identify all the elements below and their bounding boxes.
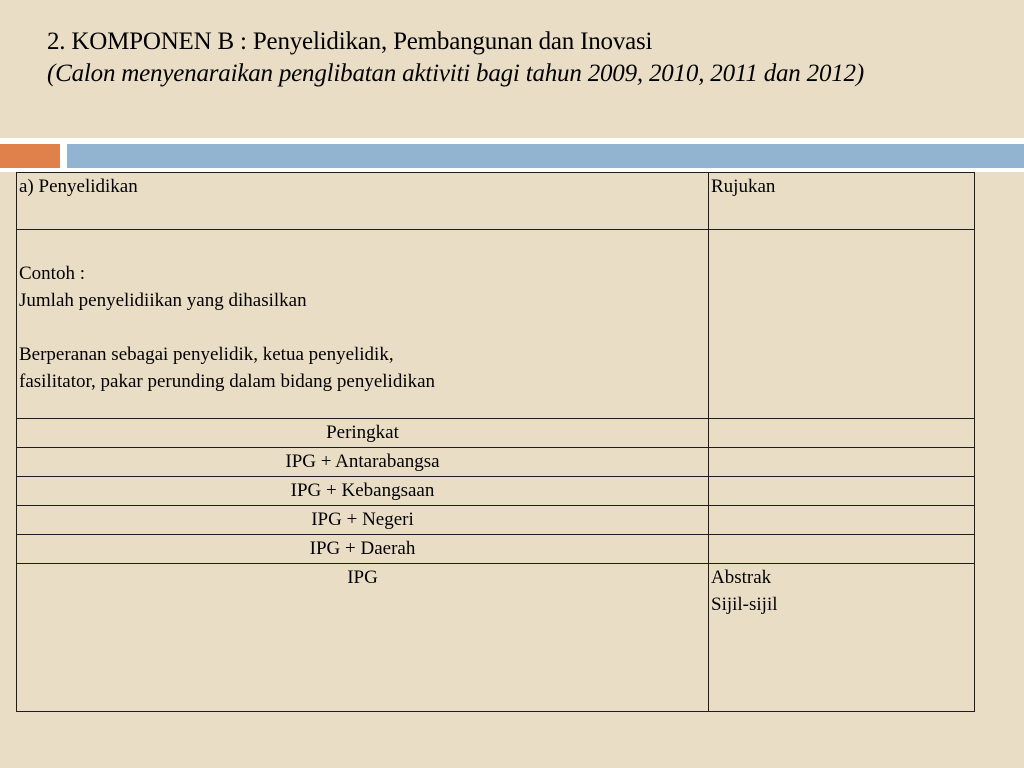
rujukan-cell: [709, 448, 975, 477]
table-row-ipg: [17, 564, 975, 712]
level-kebangsaan: IPG + Kebangsaan: [17, 477, 709, 506]
rujukan-cell: [709, 535, 975, 564]
rujukan-cell: [709, 506, 975, 535]
table-row: [17, 419, 975, 448]
rujukan-cell: [709, 477, 975, 506]
example-label: Contoh :: [19, 263, 85, 284]
example-cell: [17, 230, 709, 419]
example-line-1: Jumlah penyelidiikan yang dihasilkan: [19, 290, 307, 311]
rujukan-cell: [709, 419, 975, 448]
level-ipg: IPG: [17, 564, 709, 712]
title-heading: 2. KOMPONEN B : Penyelidikan, Pembangunan dan Inovasi: [47, 28, 653, 55]
rujukan-abstrak: Abstrak: [711, 567, 772, 588]
example-rujukan-cell: [709, 230, 975, 419]
table-header-row: [17, 173, 975, 230]
slide-title: [47, 26, 947, 90]
header-penyelidikan: a) Penyelidikan: [17, 173, 709, 230]
accent-bar-blue: [67, 144, 1024, 168]
accent-bar-orange: [0, 144, 60, 168]
level-negeri: IPG + Negeri: [17, 506, 709, 535]
table-row: [17, 506, 975, 535]
example-row: [17, 230, 975, 419]
component-b-table: [16, 172, 975, 712]
table-row: [17, 448, 975, 477]
rujukan-sijil: Sijil-sijil: [711, 594, 778, 615]
example-line-2: Berperanan sebagai penyelidik, ketua penyelidik, fasilitator, pakar perunding dalam bidang penyelidikan: [19, 344, 436, 392]
title-subheading: (Calon menyenaraikan penglibatan aktiviti bagi tahun 2009, 2010, 2011 dan 2012): [47, 60, 864, 87]
table-row: [17, 477, 975, 506]
level-antarabangsa: IPG + Antarabangsa: [17, 448, 709, 477]
level-peringkat: Peringkat: [17, 419, 709, 448]
level-daerah: IPG + Daerah: [17, 535, 709, 564]
table-row: [17, 535, 975, 564]
header-rujukan: Rujukan: [709, 173, 975, 230]
rujukan-ipg-cell: [709, 564, 975, 712]
